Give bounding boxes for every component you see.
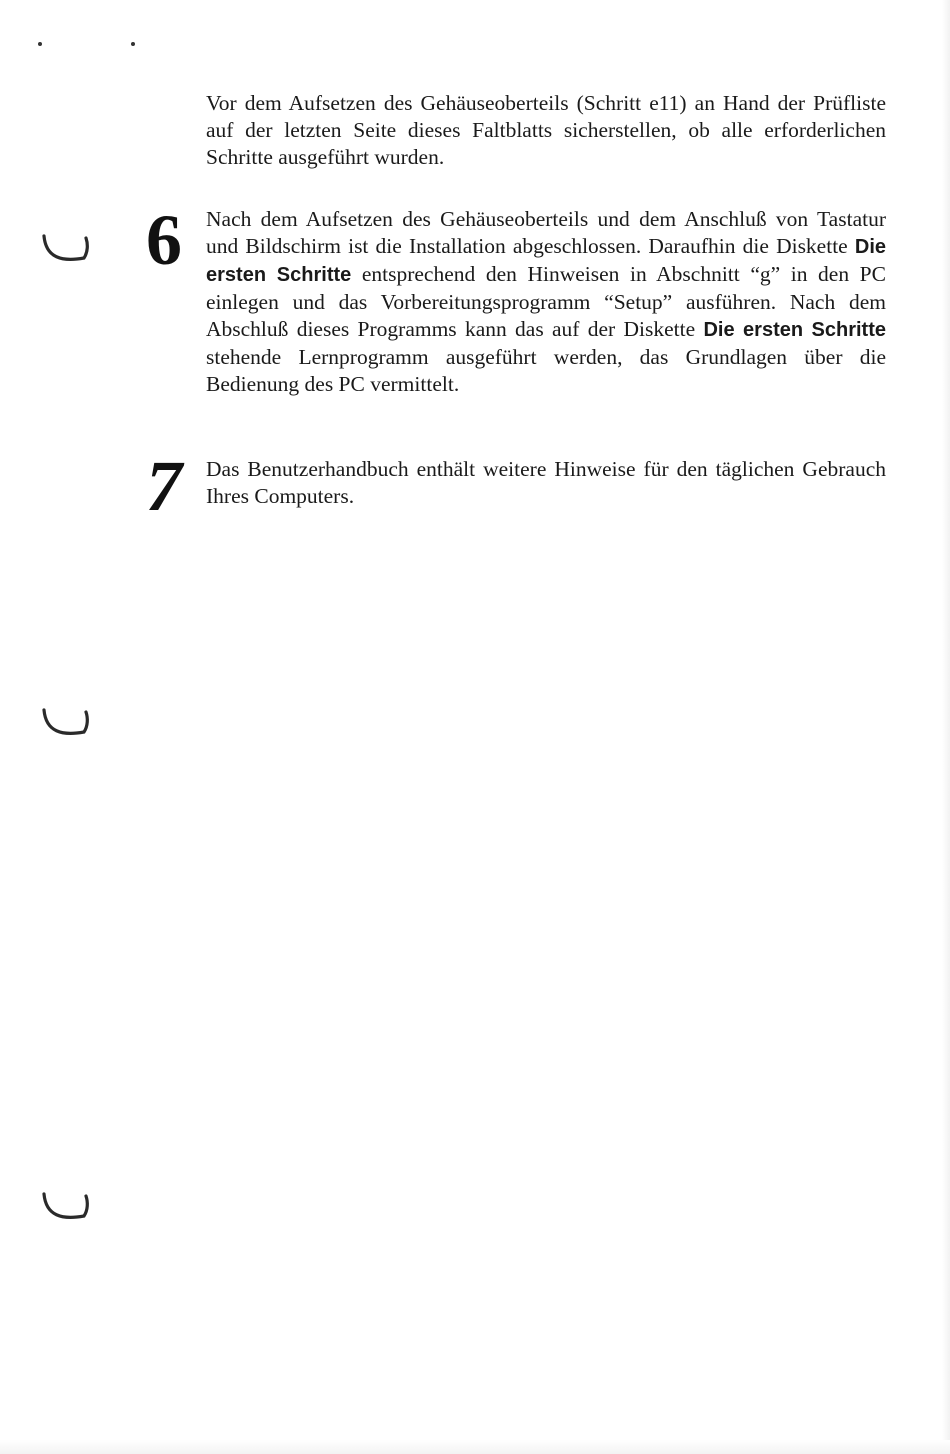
- step-number-7: 7: [146, 446, 182, 526]
- punch-dot: [131, 42, 135, 46]
- punch-dot: [38, 42, 42, 46]
- step-7-paragraph: Das Benutzerhandbuch enthält weitere Hinweise für den täglichen Gebrauch Ihres Computers.: [206, 457, 886, 508]
- step-6-text-c: stehende Lernprogramm ausgeführt werden, das Grundlagen über die Bedienung des PC vermittelt.: [206, 345, 886, 396]
- step-6-text-b: entsprechend den Hinweisen in Abschnitt “g” in den PC einlegen und das Vorbereitungsprogramm “Setup” ausführen. Nach dem Abschluß dieses Programms kann das auf der Diskette: [206, 262, 886, 341]
- step-number-6: 6: [146, 200, 182, 280]
- page-bottom-shadow: [0, 1440, 950, 1454]
- page-edge-shadow: [942, 0, 950, 1454]
- intro-paragraph: Vor dem Aufsetzen des Gehäuseoberteils (Schritt e11) an Hand der Prüfliste auf der letzten Seite dieses Faltblatts sicherstellen, ob alle erforderlichen Schritte ausgeführt wurden.: [206, 91, 886, 169]
- binder-hole-icon: [40, 706, 90, 740]
- step-6-disk-name: Die ersten Schritte: [206, 236, 886, 286]
- binder-hole-icon: [40, 1190, 90, 1224]
- binder-hole-icon: [40, 232, 90, 266]
- step-6-paragraph: [206, 206, 886, 398]
- step-6-text-a: Nach dem Aufsetzen des Gehäuseoberteils und dem Anschluß von Tastatur und Bildschirm ist die Installation abgeschlossen. Daraufhin die Diskette: [206, 207, 886, 258]
- step-6-disk-name-2: Die ersten Schritte: [703, 319, 887, 341]
